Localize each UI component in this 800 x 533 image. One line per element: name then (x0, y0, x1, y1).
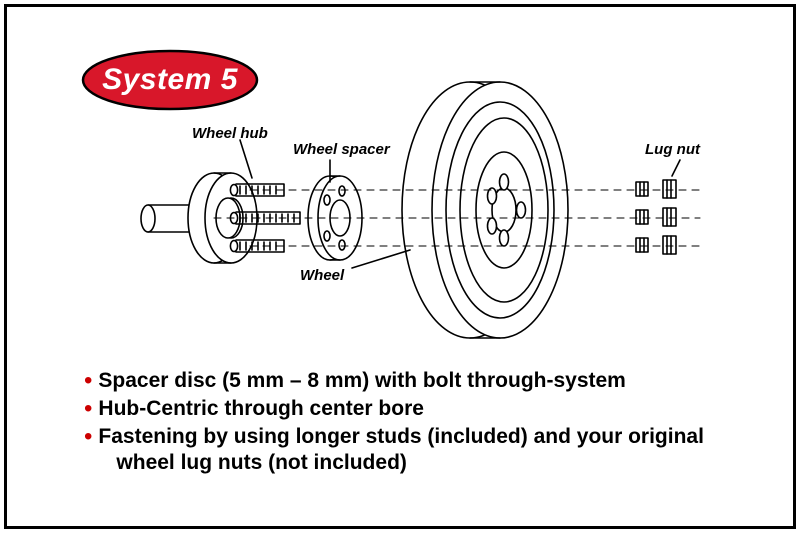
list-item (84, 396, 744, 422)
feature-list (84, 368, 744, 478)
bullet-dot-icon: • (84, 423, 93, 450)
callout-wheel: Wheel (300, 267, 345, 284)
list-item-text: Spacer disc (5 mm – 8 mm) with bolt through-system (98, 369, 626, 392)
list-item (84, 368, 744, 394)
list-item-text-line1: Fastening by using longer studs (included) and your original (98, 425, 704, 448)
lug-nut-icon (636, 180, 676, 254)
list-item-text: Hub-Centric through center bore (98, 397, 424, 420)
list-item (84, 424, 744, 476)
badge-label: System 5 (102, 63, 238, 96)
callout-wheel-hub: Wheel hub (192, 125, 268, 142)
bullet-dot-icon: • (84, 367, 93, 394)
callout-lug-nut: Lug nut (645, 141, 700, 158)
list-item-text-line2: wheel lug nuts (not included) (116, 451, 407, 474)
list-item-text (98, 424, 704, 476)
bullet-dot-icon: • (84, 395, 93, 422)
wheel-icon (402, 82, 568, 338)
callout-wheel-spacer: Wheel spacer (293, 141, 390, 158)
